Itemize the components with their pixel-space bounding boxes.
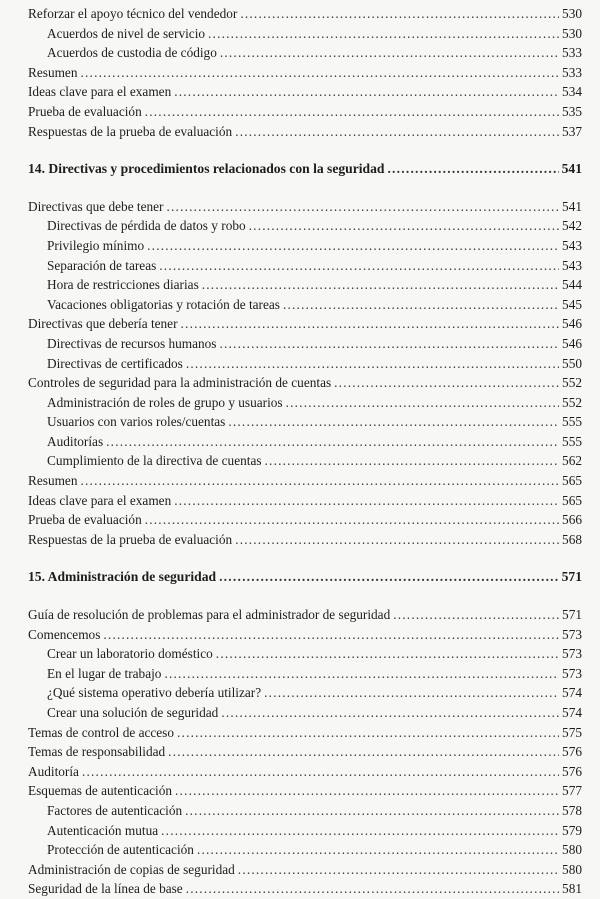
toc-page-number: 530 [562, 25, 582, 41]
toc-subentry [28, 451, 582, 471]
toc-entry [28, 723, 582, 743]
toc-entry-title: Esquemas de autenticación [28, 783, 172, 799]
toc-entry-title: Factores de autenticación [47, 802, 183, 818]
chapter-spacer [28, 179, 582, 197]
toc-page-number: 552 [562, 375, 582, 391]
dot-leader [181, 314, 560, 334]
dot-leader [264, 683, 559, 703]
toc-subentry [28, 354, 582, 374]
dot-leader [185, 801, 559, 821]
dot-leader [220, 43, 559, 63]
dot-leader [334, 373, 559, 393]
toc-entry-title: Crear un laboratorio doméstico [47, 646, 213, 662]
toc-page-number: 577 [562, 783, 582, 799]
dot-leader [216, 644, 559, 664]
chapter-spacer [28, 587, 582, 605]
chapter-spacer [28, 549, 582, 567]
toc-entry-title: Separación de tareas [47, 257, 157, 273]
toc-page-number: 542 [562, 218, 582, 234]
dot-leader [161, 821, 559, 841]
dot-leader [174, 82, 559, 102]
toc-entry-title: Privilegio mínimo [47, 237, 145, 253]
toc-entry-title: Administración de copias de seguridad [28, 861, 235, 877]
toc-entry-title: Directivas que debería tener [28, 316, 178, 332]
toc-page-number: 574 [562, 685, 582, 701]
toc-entry [28, 762, 582, 782]
dot-leader [238, 860, 559, 880]
toc-page-number: 576 [562, 744, 582, 760]
toc-page-number: 533 [562, 64, 582, 80]
toc-page-number: 541 [562, 198, 582, 214]
toc-entry-title: Resumen [28, 64, 78, 80]
toc-entry-title: Usuarios con varios roles/cuentas [47, 414, 226, 430]
toc-entry-title: Vacaciones obligatorias y rotación de tareas [47, 296, 280, 312]
toc-page-number: 576 [562, 763, 582, 779]
toc-entry-title: Resumen [28, 473, 78, 489]
toc-entry-title: Auditoría [28, 763, 79, 779]
toc-entry-title: Prueba de evaluación [28, 103, 142, 119]
toc-entry [28, 781, 582, 801]
toc-page-number: 555 [562, 433, 582, 449]
dot-leader [197, 840, 559, 860]
toc-subentry [28, 801, 582, 821]
toc-page-number: 546 [562, 335, 582, 351]
toc-chapter-heading [28, 159, 582, 179]
toc-page-number: 534 [562, 84, 582, 100]
dot-leader [202, 275, 559, 295]
toc-subentry [28, 412, 582, 432]
toc-entry-title: Guía de resolución de problemas para el administrador de seguridad [28, 607, 391, 623]
toc-page-number: 533 [562, 45, 582, 61]
toc-page-number: 537 [562, 123, 582, 139]
toc-entry-title: Respuestas de la prueba de evaluación [28, 123, 233, 139]
dot-leader [221, 703, 559, 723]
dot-leader [219, 334, 559, 354]
toc-page-number: 580 [562, 861, 582, 877]
dot-leader [147, 236, 559, 256]
toc-page-number: 581 [562, 881, 582, 897]
dot-leader [228, 412, 559, 432]
toc-subentry [28, 275, 582, 295]
dot-leader [103, 625, 559, 645]
toc-entry [28, 373, 582, 393]
dot-leader [186, 879, 559, 899]
toc-page-number: 555 [562, 414, 582, 430]
dot-leader [175, 781, 559, 801]
toc-subentry [28, 24, 582, 44]
toc-entry-title: Acuerdos de custodia de código [47, 45, 217, 61]
dot-leader [145, 102, 559, 122]
toc-subentry [28, 393, 582, 413]
toc-entry-title: Ideas clave para el examen [28, 492, 172, 508]
toc-entry-title: Acuerdos de nivel de servicio [47, 25, 206, 41]
toc-entry [28, 122, 582, 142]
toc-page-number: 568 [562, 531, 582, 547]
dot-leader [240, 4, 559, 24]
toc-entry-title: Respuestas de la prueba de evaluación [28, 531, 233, 547]
dot-leader [168, 742, 559, 762]
toc-subentry [28, 256, 582, 276]
toc-entry [28, 471, 582, 491]
toc-entry [28, 605, 582, 625]
toc-entry-title: Prueba de evaluación [28, 512, 142, 528]
dot-leader [164, 664, 559, 684]
toc-subentry [28, 821, 582, 841]
toc-entry-title: Administración de roles de grupo y usuarios [47, 394, 283, 410]
dot-leader [167, 197, 560, 217]
dot-leader [186, 354, 559, 374]
toc-entry-title: 15. Administración de seguridad [28, 569, 217, 585]
toc-entry [28, 4, 582, 24]
toc-entry-title: Directivas de certificados [47, 355, 183, 371]
toc-page-number: 544 [562, 277, 582, 293]
toc-page-number: 573 [562, 646, 582, 662]
toc-page-number: 565 [562, 473, 582, 489]
toc-entry [28, 860, 582, 880]
toc-page-number: 562 [562, 453, 582, 469]
toc-entry-title: Protección de autenticación [47, 842, 194, 858]
table-of-contents [28, 4, 582, 899]
dot-leader [219, 567, 559, 587]
toc-page-number: 535 [562, 103, 582, 119]
toc-subentry [28, 236, 582, 256]
toc-page-number: 543 [562, 257, 582, 273]
dot-leader [393, 605, 559, 625]
toc-page-number: 550 [562, 355, 582, 371]
toc-page-number: 575 [562, 724, 582, 740]
dot-leader [81, 63, 560, 83]
toc-page-number: 566 [562, 512, 582, 528]
dot-leader [81, 471, 560, 491]
toc-entry-title: Hora de restricciones diarias [47, 277, 199, 293]
toc-entry-title: Seguridad de la línea de base [28, 881, 183, 897]
dot-leader [208, 24, 559, 44]
toc-page-number: 571 [562, 607, 582, 623]
toc-page-number: 574 [562, 705, 582, 720]
toc-chapter-heading [28, 567, 582, 587]
toc-subentry [28, 683, 582, 703]
toc-page-number: 580 [562, 842, 582, 858]
toc-page-number: 578 [562, 802, 582, 818]
toc-entry [28, 510, 582, 530]
toc-page-number: 543 [562, 237, 582, 253]
toc-subentry [28, 664, 582, 684]
dot-leader [235, 122, 559, 142]
toc-entry-title: Controles de seguridad para la administración de cuentas [28, 375, 332, 391]
toc-subentry [28, 216, 582, 236]
toc-entry-title: 14. Directivas y procedimientos relacionados con la seguridad [28, 161, 385, 177]
toc-subentry [28, 840, 582, 860]
toc-subentry [28, 295, 582, 315]
dot-leader [177, 723, 559, 743]
dot-leader [159, 256, 559, 276]
toc-entry-title: Comencemos [28, 626, 101, 642]
dot-leader [174, 491, 559, 511]
toc-entry [28, 314, 582, 334]
toc-page-number: 552 [562, 394, 582, 410]
toc-page-number: 579 [562, 822, 582, 838]
toc-entry-title: Temas de responsabilidad [28, 744, 166, 760]
toc-entry [28, 102, 582, 122]
toc-entry [28, 82, 582, 102]
toc-entry-title: Autenticación mutua [47, 822, 159, 838]
toc-entry-title: Temas de control de acceso [28, 724, 175, 740]
toc-subentry [28, 703, 582, 723]
toc-entry-title: Directivas de pérdida de datos y robo [47, 218, 246, 234]
toc-entry-title: Directivas que debe tener [28, 198, 164, 214]
toc-subentry [28, 432, 582, 452]
toc-subentry [28, 43, 582, 63]
toc-entry-title: Cumplimiento de la directiva de cuentas [47, 453, 262, 469]
toc-entry [28, 742, 582, 762]
toc-page-number: 545 [562, 296, 582, 312]
toc-entry-title: Reforzar el apoyo técnico del vendedor [28, 6, 238, 21]
dot-leader [106, 432, 559, 452]
toc-entry-title: Crear una solución de seguridad [47, 705, 219, 720]
toc-entry [28, 491, 582, 511]
dot-leader [249, 216, 559, 236]
toc-entry [28, 625, 582, 645]
toc-entry-title: En el lugar de trabajo [47, 665, 162, 681]
toc-page-number: 541 [561, 161, 582, 177]
dot-leader [286, 393, 559, 413]
toc-entry-title: Ideas clave para el examen [28, 84, 172, 100]
dot-leader [283, 295, 559, 315]
toc-page-number: 573 [562, 665, 582, 681]
dot-leader [145, 510, 559, 530]
toc-entry [28, 197, 582, 217]
toc-entry-title: Directivas de recursos humanos [47, 335, 217, 351]
dot-leader [235, 530, 559, 550]
toc-entry-title: Auditorías [47, 433, 104, 449]
toc-page-number: 573 [562, 626, 582, 642]
toc-entry-title: ¿Qué sistema operativo debería utilizar? [47, 685, 262, 701]
toc-page-number: 530 [562, 6, 582, 21]
dot-leader [265, 451, 560, 471]
dot-leader [82, 762, 559, 782]
toc-page-number: 546 [562, 316, 582, 332]
toc-entry [28, 63, 582, 83]
toc-page-number: 571 [561, 569, 582, 585]
toc-entry [28, 879, 582, 899]
toc-subentry [28, 644, 582, 664]
toc-subentry [28, 334, 582, 354]
dot-leader [387, 159, 558, 179]
toc-entry [28, 530, 582, 550]
chapter-spacer [28, 141, 582, 159]
toc-page-number: 565 [562, 492, 582, 508]
